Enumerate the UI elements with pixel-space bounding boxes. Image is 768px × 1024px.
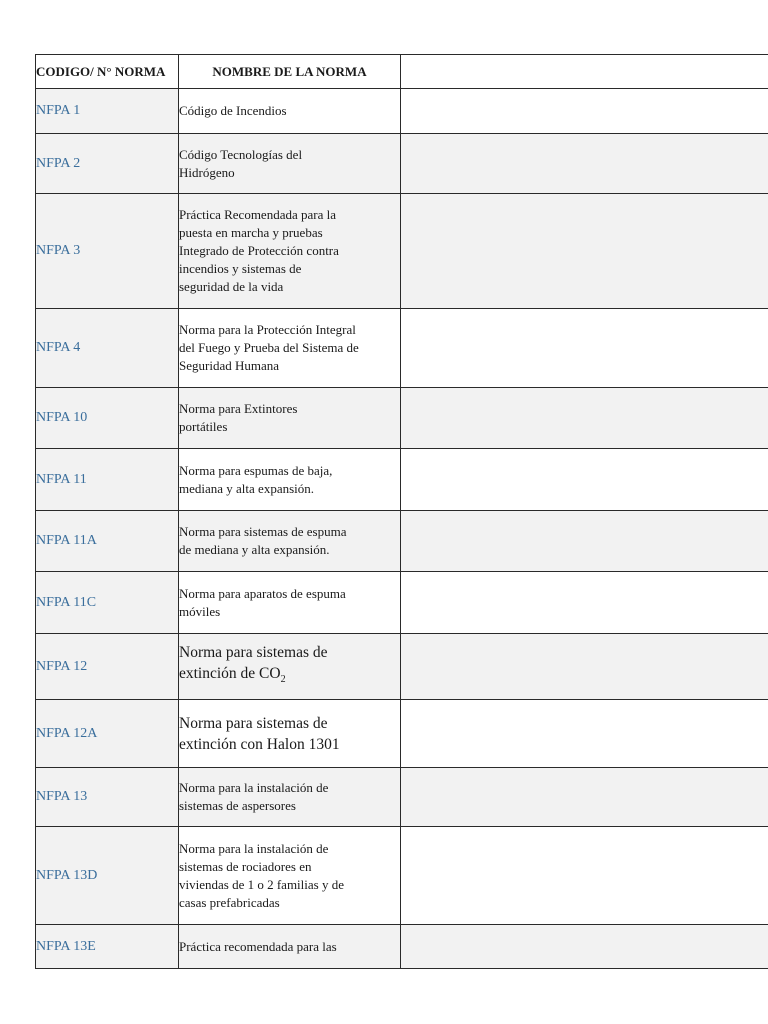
norm-name: Norma para aparatos de espuma móviles: [179, 572, 401, 634]
empty-cell: [401, 89, 768, 134]
empty-cell: [401, 194, 768, 309]
header-extra: [401, 55, 768, 89]
norm-name: Práctica recomendada para las: [179, 925, 401, 969]
empty-cell: [401, 700, 768, 768]
table-row: [36, 449, 768, 511]
norm-name: Norma para sistemas de extinción de $CO_2$: [179, 634, 401, 700]
norm-name: Norma para espumas de baja, mediana y alta expansión.: [179, 449, 401, 511]
empty-cell: [401, 827, 768, 925]
norm-code: NFPA 2: [36, 134, 179, 194]
table-row: [36, 768, 768, 827]
empty-cell: [401, 634, 768, 700]
norm-name: Código de Incendios: [179, 89, 401, 134]
norms-table: [35, 54, 768, 969]
table-row: [36, 309, 768, 388]
norm-name: Norma para la Protección Integral del Fuego y Prueba del Sistema de Seguridad Humana: [179, 309, 401, 388]
empty-cell: [401, 572, 768, 634]
table-row: [36, 700, 768, 768]
table-row: [36, 925, 768, 969]
norm-code: NFPA 12A: [36, 700, 179, 768]
table-row: [36, 134, 768, 194]
table-row: [36, 572, 768, 634]
table-row: [36, 89, 768, 134]
header-name: NOMBRE DE LA NORMA: [179, 55, 401, 89]
table-row: [36, 827, 768, 925]
table-row: [36, 194, 768, 309]
empty-cell: [401, 388, 768, 449]
table-row: [36, 634, 768, 700]
norm-name: Práctica Recomendada para la puesta en marcha y pruebas Integrado de Protección contra incendios y sistemas de seguridad de la vida: [179, 194, 401, 309]
norm-code: NFPA 13E: [36, 925, 179, 969]
norm-code: NFPA 3: [36, 194, 179, 309]
empty-cell: [401, 768, 768, 827]
table-row: [36, 388, 768, 449]
empty-cell: [401, 449, 768, 511]
norm-code: NFPA 4: [36, 309, 179, 388]
norm-name: Norma para la instalación de sistemas de aspersores: [179, 768, 401, 827]
norm-code: NFPA 1: [36, 89, 179, 134]
table-row: [36, 511, 768, 572]
empty-cell: [401, 309, 768, 388]
norm-name: Código Tecnologías del Hidrógeno: [179, 134, 401, 194]
norm-name: Norma para la instalación de sistemas de rociadores en viviendas de 1 o 2 familias y de casas prefabricadas: [179, 827, 401, 925]
norm-code: NFPA 13: [36, 768, 179, 827]
table-header-row: [36, 55, 768, 89]
empty-cell: [401, 134, 768, 194]
norm-name: Norma para sistemas de extinción con Halon 1301: [179, 700, 401, 768]
norm-code: NFPA 11C: [36, 572, 179, 634]
norm-name: Norma para Extintores portátiles: [179, 388, 401, 449]
norm-code: NFPA 12: [36, 634, 179, 700]
header-code: CODIGO/ N° NORMA: [36, 55, 179, 89]
norm-code: NFPA 11: [36, 449, 179, 511]
norm-code: NFPA 10: [36, 388, 179, 449]
empty-cell: [401, 511, 768, 572]
norm-code: NFPA 11A: [36, 511, 179, 572]
subscript: 2: [280, 674, 286, 686]
norm-name: Norma para sistemas de espuma de mediana y alta expansión.: [179, 511, 401, 572]
norm-code: NFPA 13D: [36, 827, 179, 925]
empty-cell: [401, 925, 768, 969]
